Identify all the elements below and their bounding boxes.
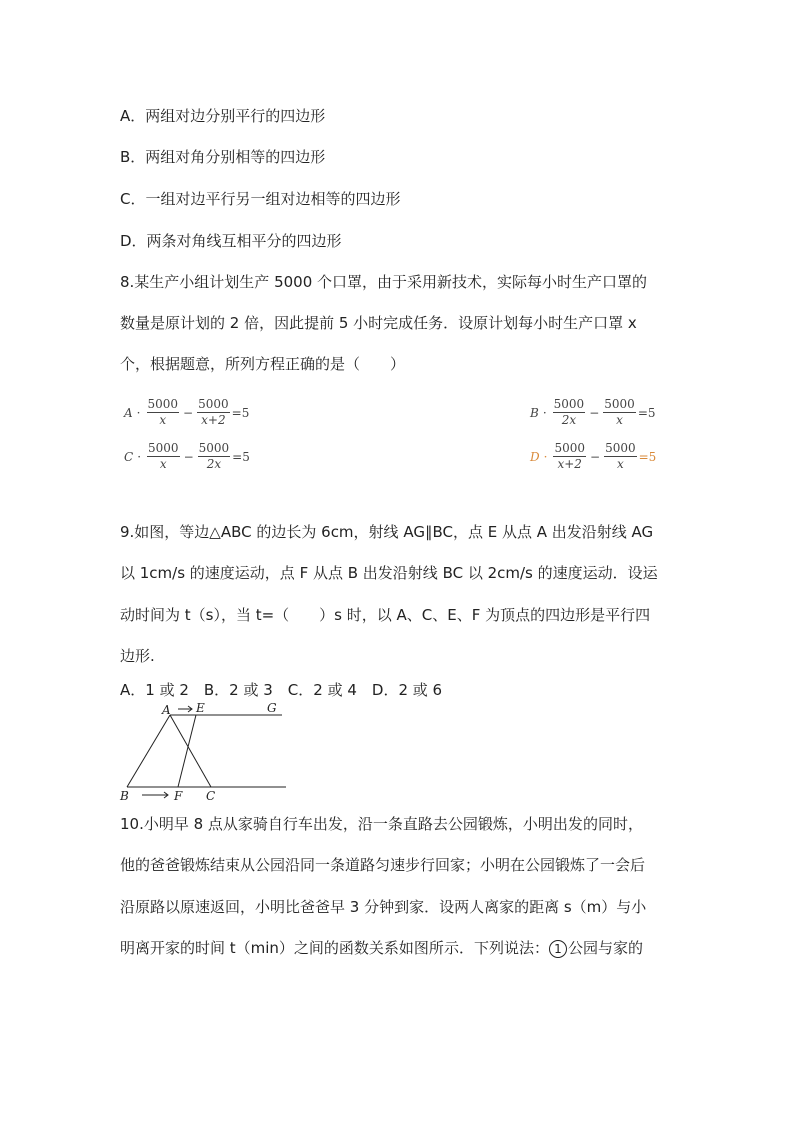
fraction bbox=[604, 442, 637, 471]
denominator: x bbox=[159, 457, 167, 471]
numerator: 5000 bbox=[198, 441, 230, 455]
option-dot: · bbox=[136, 405, 141, 420]
q8-option-d bbox=[530, 442, 656, 471]
q10-line-4-text: 明离开家的时间 t（min）之间的函数关系如图所示．下列说法： bbox=[120, 939, 549, 957]
label-b: B bbox=[120, 789, 129, 803]
q8-option-a bbox=[124, 398, 249, 427]
fraction bbox=[147, 442, 180, 471]
label-e: E bbox=[196, 701, 205, 715]
equation-rhs: =5 bbox=[231, 405, 250, 420]
q9-text-line-4: 边形. bbox=[120, 647, 155, 665]
q7-option-c: C．一组对边平行另一组对边相等的四边形 bbox=[120, 190, 401, 208]
denominator: 2x bbox=[206, 457, 222, 471]
option-label: B bbox=[530, 405, 539, 420]
fraction bbox=[198, 442, 231, 471]
operator: − bbox=[589, 405, 600, 420]
fraction bbox=[147, 398, 180, 427]
q8-text-line-3: 个，根据题意，所列方程正确的是（ ） bbox=[120, 355, 406, 373]
q9-text-line-1: 9.如图，等边△ABC 的边长为 6cm，射线 AG∥BC，点 E 从点 A 出发沿射线 AG bbox=[120, 523, 654, 541]
denominator: x+2 bbox=[557, 457, 582, 471]
q10-text-line-3: 沿原路以原速返回，小明比爸爸早 3 分钟到家．设两人离家的距离 s（m）与小 bbox=[120, 898, 647, 916]
denominator: x bbox=[616, 457, 624, 471]
denominator: 2x bbox=[561, 413, 577, 427]
fraction bbox=[553, 442, 586, 471]
q8-option-b bbox=[530, 398, 656, 427]
q7-option-a: A．两组对边分别平行的四边形 bbox=[120, 107, 326, 125]
option-label: C bbox=[124, 449, 134, 464]
fraction bbox=[197, 398, 230, 427]
label-c: C bbox=[206, 789, 216, 803]
denominator: x bbox=[616, 413, 623, 427]
operator: − bbox=[183, 449, 194, 464]
denominator: x+2 bbox=[201, 413, 226, 427]
numerator: 5000 bbox=[198, 397, 229, 411]
operator: − bbox=[183, 405, 194, 420]
option-dot: · bbox=[137, 449, 142, 464]
option-dot: · bbox=[543, 449, 548, 464]
numerator: 5000 bbox=[605, 441, 636, 455]
equation-rhs: =5 bbox=[638, 449, 657, 464]
q10-line-4-tail: 公园与家的 bbox=[567, 939, 643, 957]
q9-text-line-3: 动时间为 t（s），当 t=（ ）s 时，以 A、C、E、F 为顶点的四边形是平行四 bbox=[120, 606, 651, 624]
fraction bbox=[553, 398, 586, 427]
q8-text-line-2: 数量是原计划的 2 倍，因此提前 5 小时完成任务．设原计划每小时生产口罩 x bbox=[120, 314, 637, 332]
q8-text-line-1: 8.某生产小组计划生产 5000 个口罩，由于采用新技术，实际每小时生产口罩的 bbox=[120, 273, 648, 291]
segment-ef bbox=[178, 715, 196, 787]
q10-text-line-2: 他的爸爸锻炼结束从公园沿同一条道路匀速步行回家；小明在公园锻炼了一会后 bbox=[120, 856, 646, 874]
label-a: A bbox=[162, 703, 171, 717]
q10-text-line-4 bbox=[120, 938, 643, 958]
label-g: G bbox=[267, 701, 277, 715]
option-label: A bbox=[124, 405, 133, 420]
q8-option-c bbox=[124, 442, 250, 471]
option-label: D bbox=[530, 449, 540, 464]
q9-geometry-figure bbox=[112, 700, 292, 806]
segment-ac bbox=[170, 715, 211, 787]
option-dot: · bbox=[542, 405, 547, 420]
q9-text-line-2: 以 1cm/s 的速度运动，点 F 从点 B 出发沿射线 BC 以 2cm/s 的速度运动．设运 bbox=[120, 564, 658, 582]
numerator: 5000 bbox=[147, 397, 179, 411]
circled-number: 1 bbox=[549, 940, 567, 958]
q7-option-b: B．两组对角分别相等的四边形 bbox=[120, 148, 326, 166]
operator: − bbox=[590, 449, 601, 464]
q9-options: A．1 或 2 B．2 或 3 C．2 或 4 D．2 或 6 bbox=[120, 681, 443, 699]
numerator: 5000 bbox=[604, 397, 635, 411]
numerator: 5000 bbox=[554, 441, 585, 455]
q10-text-line-1: 10.小明早 8 点从家骑自行车出发，沿一条直路去公园锻炼，小明出发的同时， bbox=[120, 815, 643, 833]
segment-ab bbox=[127, 715, 170, 787]
equation-rhs: =5 bbox=[637, 405, 656, 420]
label-f: F bbox=[174, 789, 183, 803]
numerator: 5000 bbox=[148, 441, 179, 455]
equation-rhs: =5 bbox=[232, 449, 250, 464]
q7-option-d: D．两条对角线互相平分的四边形 bbox=[120, 232, 342, 250]
denominator: x bbox=[159, 413, 167, 427]
fraction bbox=[603, 398, 636, 427]
numerator: 5000 bbox=[553, 397, 585, 411]
